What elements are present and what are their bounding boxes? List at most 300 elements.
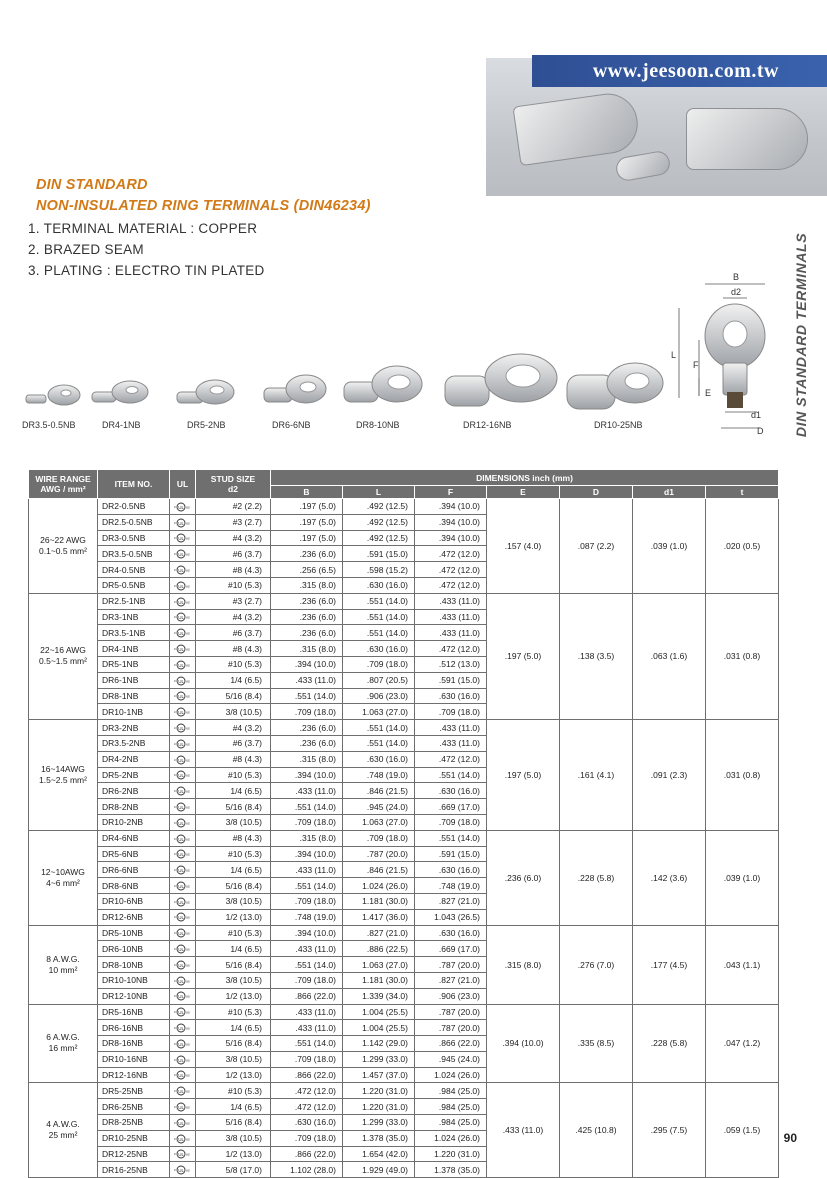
item-no: DR3-1NB — [98, 609, 170, 625]
svg-text:c: c — [174, 836, 176, 841]
svg-text:us: us — [186, 552, 190, 557]
svg-text:UL: UL — [178, 536, 185, 542]
ul-mark-icon — [170, 1130, 196, 1146]
svg-text:c: c — [174, 947, 176, 952]
svg-text:us: us — [186, 915, 190, 920]
dim-b: .236 (6.0) — [271, 609, 343, 625]
ul-mark-icon — [170, 641, 196, 657]
stud-size: #4 (3.2) — [196, 530, 271, 546]
stud-size: 5/16 (8.4) — [196, 688, 271, 704]
svg-text:UL: UL — [178, 883, 185, 889]
header-dimensions: DIMENSIONS inch (mm) — [271, 470, 779, 486]
svg-text:us: us — [186, 663, 190, 668]
dim-f: .630 (16.0) — [415, 862, 487, 878]
svg-text:UL: UL — [178, 504, 185, 510]
dim-f: .945 (24.0) — [415, 1051, 487, 1067]
dim-l: .492 (12.5) — [343, 530, 415, 546]
svg-text:UL: UL — [178, 520, 185, 526]
diagram-label: L — [671, 350, 677, 360]
header-stud-size: STUD SIZE d2 — [196, 470, 271, 499]
stud-size: 3/8 (10.5) — [196, 893, 271, 909]
item-no: DR4-2NB — [98, 751, 170, 767]
stud-size: 1/2 (13.0) — [196, 1146, 271, 1162]
dim-b: .472 (12.0) — [271, 1083, 343, 1099]
terminal-label: DR10-25NB — [594, 420, 643, 430]
item-no: DR5-25NB — [98, 1083, 170, 1099]
ul-mark-icon — [170, 846, 196, 862]
item-no: DR5-1NB — [98, 656, 170, 672]
svg-text:us: us — [186, 584, 190, 589]
ul-mark-icon — [170, 783, 196, 799]
terminal-image-dr4 — [90, 372, 150, 412]
dim-t: .031 (0.8) — [706, 593, 779, 719]
svg-text:UL: UL — [178, 1041, 185, 1047]
ul-mark-icon — [170, 562, 196, 578]
stud-size: #3 (2.7) — [196, 514, 271, 530]
svg-text:c: c — [174, 741, 176, 746]
svg-text:c: c — [174, 852, 176, 857]
dim-l: .906 (23.0) — [343, 688, 415, 704]
svg-text:UL: UL — [178, 1026, 185, 1032]
dim-f: .827 (21.0) — [415, 893, 487, 909]
svg-text:us: us — [186, 1073, 190, 1078]
stud-size: #10 (5.3) — [196, 1083, 271, 1099]
dim-b: .551 (14.0) — [271, 878, 343, 894]
svg-text:us: us — [186, 536, 190, 541]
dim-b: .236 (6.0) — [271, 625, 343, 641]
dim-b: .394 (10.0) — [271, 846, 343, 862]
dim-b: .709 (18.0) — [271, 893, 343, 909]
dim-f: .827 (21.0) — [415, 972, 487, 988]
dim-l: .551 (14.0) — [343, 625, 415, 641]
svg-text:UL: UL — [178, 757, 185, 763]
website-url[interactable]: www.jeesoon.com.tw — [592, 60, 779, 82]
ul-mark-icon — [170, 672, 196, 688]
dim-f: .551 (14.0) — [415, 767, 487, 783]
stud-size: 3/8 (10.5) — [196, 972, 271, 988]
dim-f: .906 (23.0) — [415, 988, 487, 1004]
dim-b: .866 (22.0) — [271, 1067, 343, 1083]
dim-f: 1.220 (31.0) — [415, 1146, 487, 1162]
dim-f: .472 (12.0) — [415, 546, 487, 562]
page-number: 90 — [783, 1131, 797, 1145]
dim-f: .630 (16.0) — [415, 925, 487, 941]
dim-f: .472 (12.0) — [415, 751, 487, 767]
stud-size: #2 (2.2) — [196, 499, 271, 515]
stud-size: #10 (5.3) — [196, 577, 271, 593]
dim-b: .315 (8.0) — [271, 641, 343, 657]
stud-size: #10 (5.3) — [196, 1004, 271, 1020]
item-no: DR6-6NB — [98, 862, 170, 878]
stud-size: 3/8 (10.5) — [196, 1130, 271, 1146]
spec-3: 3. PLATING : ELECTRO TIN PLATED — [28, 263, 265, 278]
item-no: DR5-2NB — [98, 767, 170, 783]
stud-size: 3/8 (10.5) — [196, 704, 271, 720]
dim-b: .236 (6.0) — [271, 546, 343, 562]
svg-text:us: us — [186, 679, 190, 684]
dim-b: .433 (11.0) — [271, 672, 343, 688]
dim-l: 1.417 (36.0) — [343, 909, 415, 925]
dim-l: 1.378 (35.0) — [343, 1130, 415, 1146]
header-b: B — [271, 486, 343, 499]
svg-text:us: us — [186, 1121, 190, 1126]
item-no: DR8-10NB — [98, 957, 170, 973]
item-no: DR6-25NB — [98, 1099, 170, 1115]
table-body — [29, 499, 779, 1178]
svg-text:c: c — [174, 694, 176, 699]
dim-d: .276 (7.0) — [560, 925, 633, 1004]
table-row — [29, 720, 779, 736]
dim-f: .433 (11.0) — [415, 593, 487, 609]
svg-text:c: c — [174, 631, 176, 636]
stud-size: 1/4 (6.5) — [196, 1099, 271, 1115]
dim-d: .138 (3.5) — [560, 593, 633, 719]
item-no: DR3.5-0.5NB — [98, 546, 170, 562]
terminal-photo-small — [614, 149, 671, 182]
dim-f: .472 (12.0) — [415, 641, 487, 657]
item-no: DR2-0.5NB — [98, 499, 170, 515]
dim-f: .787 (20.0) — [415, 1004, 487, 1020]
dim-b: .709 (18.0) — [271, 1130, 343, 1146]
svg-text:c: c — [174, 1105, 176, 1110]
svg-text:us: us — [186, 505, 190, 510]
stud-size: #10 (5.3) — [196, 846, 271, 862]
dim-f: .630 (16.0) — [415, 688, 487, 704]
dim-b: .551 (14.0) — [271, 957, 343, 973]
dim-b: .433 (11.0) — [271, 1020, 343, 1036]
item-no: DR3-2NB — [98, 720, 170, 736]
terminal-label: DR4-1NB — [102, 420, 141, 430]
svg-text:c: c — [174, 1168, 176, 1173]
dim-b: .551 (14.0) — [271, 688, 343, 704]
header-ul: UL — [170, 470, 196, 499]
svg-text:us: us — [186, 1168, 190, 1173]
ul-mark-icon — [170, 878, 196, 894]
dim-l: .807 (20.5) — [343, 672, 415, 688]
svg-text:c: c — [174, 899, 176, 904]
header-item-no: ITEM NO. — [98, 470, 170, 499]
item-no: DR5-16NB — [98, 1004, 170, 1020]
svg-text:c: c — [174, 520, 176, 525]
svg-text:us: us — [186, 994, 190, 999]
dim-l: .551 (14.0) — [343, 735, 415, 751]
dim-l: 1.299 (33.0) — [343, 1051, 415, 1067]
svg-text:c: c — [174, 915, 176, 920]
svg-text:UL: UL — [178, 631, 185, 637]
item-no: DR5-0.5NB — [98, 577, 170, 593]
dim-l: 1.654 (42.0) — [343, 1146, 415, 1162]
svg-text:us: us — [186, 710, 190, 715]
svg-text:UL: UL — [178, 725, 185, 731]
item-no: DR5-6NB — [98, 846, 170, 862]
svg-text:UL: UL — [178, 599, 185, 605]
ul-mark-icon — [170, 593, 196, 609]
svg-text:UL: UL — [178, 710, 185, 716]
dim-b: .748 (19.0) — [271, 909, 343, 925]
title-line-1: DIN STANDARD — [36, 177, 148, 193]
svg-text:UL: UL — [178, 1120, 185, 1126]
ul-mark-icon — [170, 577, 196, 593]
dim-d1: .177 (4.5) — [633, 925, 706, 1004]
terminal-image-dr10 — [565, 355, 665, 417]
dim-l: 1.181 (30.0) — [343, 893, 415, 909]
svg-text:c: c — [174, 1136, 176, 1141]
dim-b: .315 (8.0) — [271, 751, 343, 767]
terminal-image-dr5 — [175, 372, 235, 414]
svg-text:UL: UL — [178, 994, 185, 1000]
svg-text:us: us — [186, 758, 190, 763]
dim-l: .709 (18.0) — [343, 830, 415, 846]
svg-text:us: us — [186, 1058, 190, 1063]
stud-size: #6 (3.7) — [196, 546, 271, 562]
svg-text:us: us — [186, 1137, 190, 1142]
ul-mark-icon — [170, 514, 196, 530]
stud-size: 1/4 (6.5) — [196, 1020, 271, 1036]
stud-size: 5/16 (8.4) — [196, 799, 271, 815]
svg-text:c: c — [174, 978, 176, 983]
terminal-label: DR8-10NB — [356, 420, 400, 430]
svg-text:c: c — [174, 504, 176, 509]
header-d: D — [560, 486, 633, 499]
dim-b: .866 (22.0) — [271, 1146, 343, 1162]
svg-text:us: us — [186, 805, 190, 810]
dim-l: 1.063 (27.0) — [343, 704, 415, 720]
diagram-label: D — [757, 426, 764, 436]
dim-e: .197 (5.0) — [487, 720, 560, 831]
dim-b: .709 (18.0) — [271, 1051, 343, 1067]
dim-l: 1.024 (26.0) — [343, 878, 415, 894]
item-no: DR8-1NB — [98, 688, 170, 704]
ul-mark-icon — [170, 530, 196, 546]
svg-text:us: us — [186, 615, 190, 620]
dim-l: 1.063 (27.0) — [343, 957, 415, 973]
stud-size: 5/16 (8.4) — [196, 1036, 271, 1052]
svg-text:us: us — [186, 931, 190, 936]
dim-d1: .063 (1.6) — [633, 593, 706, 719]
svg-text:UL: UL — [178, 868, 185, 874]
svg-text:UL: UL — [178, 899, 185, 905]
dim-b: .394 (10.0) — [271, 656, 343, 672]
svg-text:us: us — [186, 1010, 190, 1015]
svg-text:UL: UL — [178, 915, 185, 921]
stud-size: 1/2 (13.0) — [196, 909, 271, 925]
dim-l: .551 (14.0) — [343, 609, 415, 625]
dim-t: .047 (1.2) — [706, 1004, 779, 1083]
item-no: DR2.5-1NB — [98, 593, 170, 609]
item-no: DR6-10NB — [98, 941, 170, 957]
ul-mark-icon — [170, 720, 196, 736]
svg-text:UL: UL — [178, 1073, 185, 1079]
dim-e: .236 (6.0) — [487, 830, 560, 925]
item-no: DR16-25NB — [98, 1162, 170, 1178]
item-no: DR10-1NB — [98, 704, 170, 720]
svg-text:c: c — [174, 789, 176, 794]
item-no: DR5-10NB — [98, 925, 170, 941]
dim-f: .630 (16.0) — [415, 783, 487, 799]
header-t: t — [706, 486, 779, 499]
stud-size: 1/4 (6.5) — [196, 783, 271, 799]
svg-text:us: us — [186, 852, 190, 857]
spec-1: 1. TERMINAL MATERIAL : COPPER — [28, 221, 258, 236]
svg-text:c: c — [174, 757, 176, 762]
item-no: DR6-2NB — [98, 783, 170, 799]
ul-mark-icon — [170, 704, 196, 720]
dim-f: .472 (12.0) — [415, 562, 487, 578]
ul-mark-icon — [170, 814, 196, 830]
ul-mark-icon — [170, 625, 196, 641]
terminal-label: DR6-6NB — [272, 420, 311, 430]
wire-range-cell: 6 A.W.G. 16 mm² — [29, 1004, 98, 1083]
svg-text:UL: UL — [178, 1136, 185, 1142]
dim-e: .433 (11.0) — [487, 1083, 560, 1178]
ul-mark-icon — [170, 499, 196, 515]
dim-l: 1.929 (49.0) — [343, 1162, 415, 1178]
item-no: DR4-1NB — [98, 641, 170, 657]
stud-size: 1/2 (13.0) — [196, 1067, 271, 1083]
item-no: DR12-10NB — [98, 988, 170, 1004]
dim-l: .492 (12.5) — [343, 499, 415, 515]
dim-l: 1.457 (37.0) — [343, 1067, 415, 1083]
item-no: DR3.5-1NB — [98, 625, 170, 641]
header-wire-range: WIRE RANGE AWG / mm² — [29, 470, 98, 499]
svg-text:c: c — [174, 1057, 176, 1062]
item-no: DR4-6NB — [98, 830, 170, 846]
dim-l: .945 (24.0) — [343, 799, 415, 815]
svg-text:UL: UL — [178, 978, 185, 984]
dim-b: .197 (5.0) — [271, 499, 343, 515]
svg-text:c: c — [174, 883, 176, 888]
ul-mark-icon — [170, 1099, 196, 1115]
dim-b: .630 (16.0) — [271, 1115, 343, 1131]
svg-text:c: c — [174, 994, 176, 999]
diagram-label: B — [733, 272, 740, 282]
header-l: L — [343, 486, 415, 499]
svg-text:c: c — [174, 931, 176, 936]
dim-b: .551 (14.0) — [271, 1036, 343, 1052]
svg-text:c: c — [174, 1041, 176, 1046]
url-bar — [532, 55, 827, 87]
item-no: DR12-16NB — [98, 1067, 170, 1083]
stud-size: 3/8 (10.5) — [196, 1051, 271, 1067]
svg-text:c: c — [174, 1120, 176, 1125]
dim-b: .433 (11.0) — [271, 783, 343, 799]
dim-l: 1.004 (25.5) — [343, 1020, 415, 1036]
svg-text:UL: UL — [178, 1168, 185, 1174]
svg-text:c: c — [174, 1073, 176, 1078]
dim-f: .512 (13.0) — [415, 656, 487, 672]
dim-d: .425 (10.8) — [560, 1083, 633, 1178]
dim-f: 1.024 (26.0) — [415, 1130, 487, 1146]
svg-text:UL: UL — [178, 615, 185, 621]
svg-text:UL: UL — [178, 552, 185, 558]
item-no: DR10-25NB — [98, 1130, 170, 1146]
wire-range-cell: 12~10AWG 4~6 mm² — [29, 830, 98, 925]
svg-text:UL: UL — [178, 1089, 185, 1095]
svg-text:us: us — [186, 568, 190, 573]
ul-mark-icon — [170, 1162, 196, 1178]
svg-text:UL: UL — [178, 804, 185, 810]
dim-l: .598 (15.2) — [343, 562, 415, 578]
dim-f: .591 (15.0) — [415, 672, 487, 688]
item-no: DR8-2NB — [98, 799, 170, 815]
dim-b: .394 (10.0) — [271, 925, 343, 941]
dim-l: .709 (18.0) — [343, 656, 415, 672]
dim-d1: .039 (1.0) — [633, 499, 706, 594]
ul-mark-icon — [170, 972, 196, 988]
dim-t: .031 (0.8) — [706, 720, 779, 831]
dim-l: .630 (16.0) — [343, 751, 415, 767]
dim-l: 1.339 (34.0) — [343, 988, 415, 1004]
svg-text:UL: UL — [178, 852, 185, 858]
terminal-photo-right — [686, 108, 808, 170]
sidebar-vertical-title — [790, 220, 812, 450]
dim-e: .315 (8.0) — [487, 925, 560, 1004]
svg-text:UL: UL — [178, 1057, 185, 1063]
stud-size: #8 (4.3) — [196, 751, 271, 767]
wire-range-cell: 22~16 AWG 0.5~1.5 mm² — [29, 593, 98, 719]
ul-mark-icon — [170, 799, 196, 815]
dim-e: .197 (5.0) — [487, 593, 560, 719]
ul-mark-icon — [170, 1115, 196, 1131]
dim-f: .709 (18.0) — [415, 814, 487, 830]
dim-b: .236 (6.0) — [271, 720, 343, 736]
dim-e: .157 (4.0) — [487, 499, 560, 594]
svg-text:c: c — [174, 804, 176, 809]
dim-d: .087 (2.2) — [560, 499, 633, 594]
dim-d: .161 (4.1) — [560, 720, 633, 831]
dim-f: .433 (11.0) — [415, 720, 487, 736]
svg-text:us: us — [186, 837, 190, 841]
item-no: DR10-6NB — [98, 893, 170, 909]
wire-range-cell: 16~14AWG 1.5~2.5 mm² — [29, 720, 98, 831]
svg-text:UL: UL — [178, 820, 185, 826]
svg-text:c: c — [174, 1026, 176, 1031]
header-d1: d1 — [633, 486, 706, 499]
svg-text:us: us — [186, 963, 190, 968]
dim-e: .394 (10.0) — [487, 1004, 560, 1083]
svg-text:UL: UL — [178, 836, 185, 842]
svg-text:c: c — [174, 1010, 176, 1015]
item-no: DR6-16NB — [98, 1020, 170, 1036]
svg-text:c: c — [174, 615, 176, 620]
header-f: F — [415, 486, 487, 499]
dim-b: .197 (5.0) — [271, 514, 343, 530]
dim-t: .043 (1.1) — [706, 925, 779, 1004]
dim-l: .748 (19.0) — [343, 767, 415, 783]
svg-text:us: us — [186, 726, 190, 731]
stud-size: #4 (3.2) — [196, 720, 271, 736]
dim-t: .059 (1.5) — [706, 1083, 779, 1178]
dim-f: .787 (20.0) — [415, 957, 487, 973]
stud-size: #8 (4.3) — [196, 562, 271, 578]
item-no: DR8-6NB — [98, 878, 170, 894]
dim-l: .551 (14.0) — [343, 720, 415, 736]
svg-text:us: us — [186, 821, 190, 826]
dim-f: .866 (22.0) — [415, 1036, 487, 1052]
svg-text:us: us — [186, 789, 190, 794]
ul-mark-icon — [170, 767, 196, 783]
wire-range-cell: 26~22 AWG 0.1~0.5 mm² — [29, 499, 98, 594]
stud-size: 1/4 (6.5) — [196, 672, 271, 688]
dim-f: .669 (17.0) — [415, 799, 487, 815]
svg-text:c: c — [174, 1089, 176, 1094]
item-no: DR2.5-0.5NB — [98, 514, 170, 530]
dim-b: .433 (11.0) — [271, 862, 343, 878]
dim-b: .472 (12.0) — [271, 1099, 343, 1115]
dim-f: .748 (19.0) — [415, 878, 487, 894]
item-no: DR10-10NB — [98, 972, 170, 988]
svg-text:us: us — [186, 1152, 190, 1157]
